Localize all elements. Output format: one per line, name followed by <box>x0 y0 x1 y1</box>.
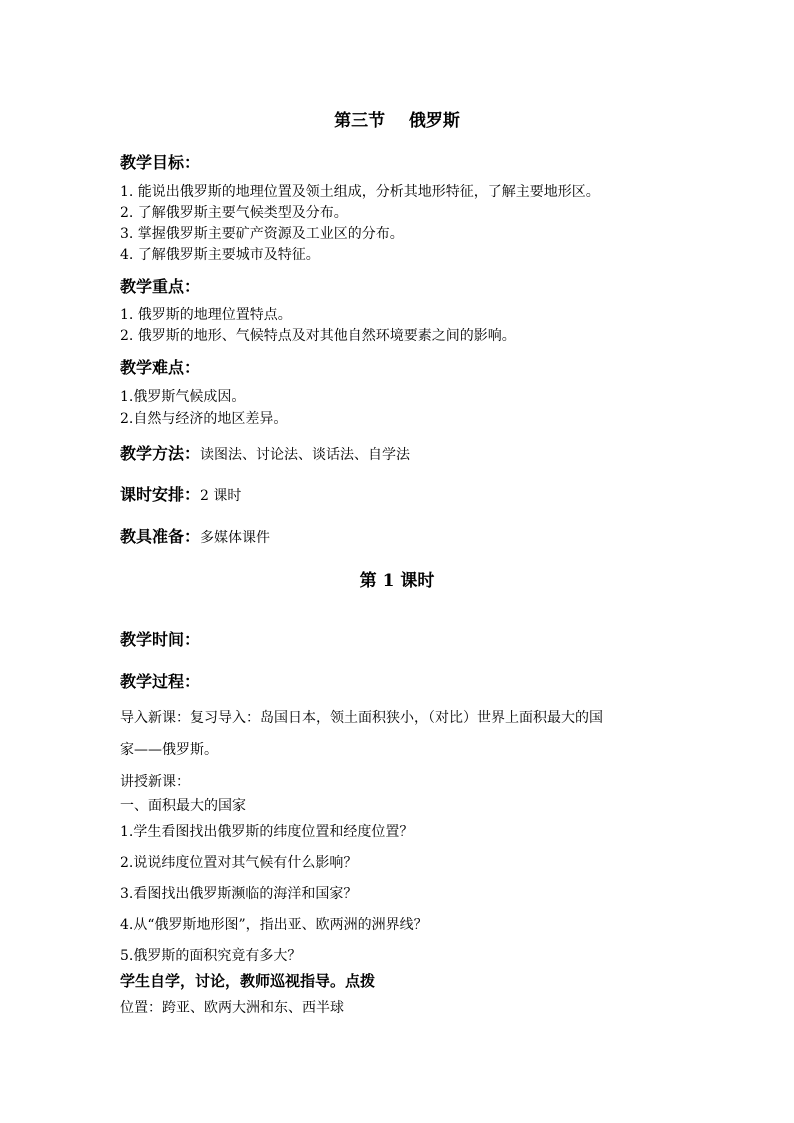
section-name: 俄罗斯 <box>408 111 460 131</box>
section-number: 第三节 <box>334 111 386 131</box>
goal-item: 2. 了解俄罗斯主要气候类型及分布。 <box>120 205 348 221</box>
question-item: 1.学生看图找出俄罗斯的纬度位置和经度位置？ <box>120 824 414 840</box>
position-note: 位置：跨亚、欧两大洲和东、西半球 <box>120 1000 344 1016</box>
difficulty-item: 1.俄罗斯气候成因。 <box>120 389 246 405</box>
method-value: 读图法、讨论法、谈话法、自学法 <box>200 447 411 463</box>
lesson-title: 第 1 课时 <box>359 571 435 591</box>
key-point-item: 1. 俄罗斯的地理位置特点。 <box>120 307 292 323</box>
question-item: 2.说说纬度位置对其气候有什么影响？ <box>120 855 358 871</box>
process-label: 教学过程： <box>120 672 201 691</box>
difficulty-item: 2.自然与经济的地区差异。 <box>120 411 288 427</box>
section-one-heading: 一、面积最大的国家 <box>120 798 246 814</box>
intro-line: 导入新课：复习导入：岛国日本，领土面积狭小，（对比）世界上面积最大的国 <box>120 710 603 726</box>
tools-value: 多媒体课件 <box>200 530 271 546</box>
key-point-item: 2. 俄罗斯的地形、气候特点及对其他自然环境要素之间的影响。 <box>120 328 516 344</box>
goal-item: 1. 能说出俄罗斯的地理位置及领土组成，分析其地形特征，了解主要地形区。 <box>120 184 600 200</box>
key-points-heading: 教学重点： <box>120 277 201 296</box>
schedule-label: 课时安排： <box>120 485 201 504</box>
goals-heading: 教学目标： <box>120 153 201 172</box>
tools-row <box>120 524 270 547</box>
question-item: 5.俄罗斯的面积究竟有多大？ <box>120 948 302 964</box>
intro-line: 家——俄罗斯。 <box>120 742 218 758</box>
schedule-row <box>120 482 241 505</box>
method-label: 教学方法： <box>120 444 201 463</box>
tools-label: 教具准备： <box>120 527 201 546</box>
goal-item: 3. 掌握俄罗斯主要矿产资源及工业区的分布。 <box>120 226 404 242</box>
section-title <box>0 106 794 131</box>
time-label: 教学时间： <box>120 630 201 649</box>
question-item: 3.看图找出俄罗斯濒临的海洋和国家？ <box>120 886 358 902</box>
question-item: 4.从“俄罗斯地形图”，指出亚、欧两洲的洲界线？ <box>120 917 428 933</box>
activity-note: 学生自学，讨论，教师巡视指导。点拨 <box>120 972 376 990</box>
teach-label: 讲授新课： <box>120 774 190 790</box>
goal-item: 4. 了解俄罗斯主要城市及特征。 <box>120 247 320 263</box>
schedule-value: 2 课时 <box>200 488 242 504</box>
difficulties-heading: 教学难点： <box>120 358 201 377</box>
method-row <box>120 441 410 464</box>
